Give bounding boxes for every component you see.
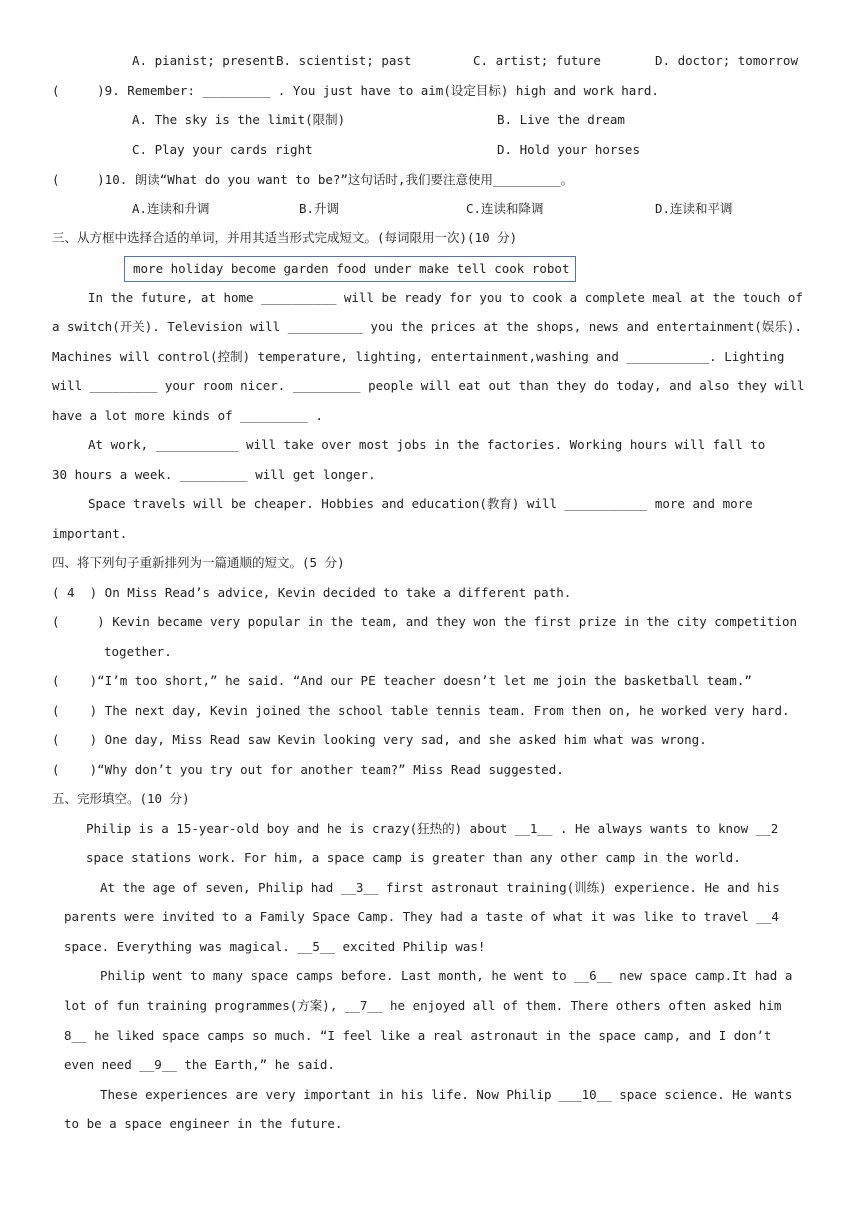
q10-option-d: D.连读和平调	[655, 201, 733, 216]
section3-line: At work, ___________ will take over most jobs in the factories. Working hours will fall to	[88, 437, 766, 452]
section5-line: These experiences are very important in his life. Now Philip ___10__ space science. He wants	[100, 1087, 793, 1102]
q9-option-c: C. Play your cards right	[132, 142, 313, 157]
q10-stem: ( )10. 朗读“What do you want to be?”这句话时,我们要注意使用_________。	[52, 172, 574, 187]
q9-stem: ( )9. Remember: _________ . You just have to aim(设定目标) high and work hard.	[52, 83, 659, 98]
section3-line: have a lot more kinds of _________ .	[52, 408, 323, 423]
section3-line: In the future, at home __________ will be ready for you to cook a complete meal at the touch of	[88, 290, 803, 305]
section5-line: space stations work. For him, a space camp is greater than any other camp in the world.	[86, 850, 741, 865]
section5-line: lot of fun training programmes(方案), __7__ he enjoyed all of them. There others often asked him	[64, 998, 782, 1013]
section4-item: ( )“Why don’t you try out for another team?” Miss Read suggested.	[52, 762, 564, 777]
section4-title: 四、将下列句子重新排列为一篇通顺的短文。(5 分)	[52, 555, 345, 570]
section5-line: parents were invited to a Family Space Camp. They had a taste of what it was like to travel __4	[64, 909, 779, 924]
section5-line: At the age of seven, Philip had __3__ first astronaut training(训练) experience. He and his	[100, 880, 780, 895]
q8-option-a: A. pianist; present	[132, 53, 275, 68]
section4-item: ( 4 ) On Miss Read’s advice, Kevin decided to take a different path.	[52, 585, 572, 600]
section3-line: important.	[52, 526, 128, 541]
section3-line: will _________ your room nicer. _________ people will eat out than they do today, and also they will	[52, 378, 805, 393]
section5-title: 五、完形填空。(10 分)	[52, 791, 190, 806]
word-box-text: more holiday become garden food under make tell cook robot	[133, 261, 570, 276]
section3-line: Machines will control(控制) temperature, lighting, entertainment,washing and ___________. Lighting	[52, 349, 785, 364]
section5-line: 8__ he liked space camps so much. “I feel like a real astronaut in the space camp, and I don’t	[64, 1028, 772, 1043]
section3-line: 30 hours a week. _________ will get longer.	[52, 467, 376, 482]
section5-line: even need __9__ the Earth,” he said.	[64, 1057, 335, 1072]
section4-item: together.	[104, 644, 172, 659]
q8-option-b: B. scientist; past	[276, 53, 412, 68]
section5-line: Philip went to many space camps before. Last month, he went to __6__ new space camp.It had a	[100, 968, 793, 983]
q9-option-b: B. Live the dream	[497, 112, 625, 127]
section3-title: 三、从方框中选择合适的单词，并用其适当形式完成短文。(每词限用一次)(10 分)	[52, 230, 518, 245]
q9-option-a: A. The sky is the limit(限制)	[132, 112, 346, 127]
section4-item: ( )“I’m too short,” he said. “And our PE teacher doesn’t let me join the basketball team.”	[52, 673, 752, 688]
section4-item: ( ) The next day, Kevin joined the school table tennis team. From then on, he worked very hard.	[52, 703, 790, 718]
section4-item: ( ) Kevin became very popular in the team, and they won the first prize in the city competition	[52, 614, 798, 629]
q10-option-b: B.升调	[299, 201, 340, 216]
section3-line: a switch(开关). Television will __________ you the prices at the shops, news and entertainment(娱乐).	[52, 319, 802, 334]
q8-option-d: D. doctor; tomorrow	[655, 53, 798, 68]
q10-option-c: C.连读和降调	[466, 201, 544, 216]
section4-item: ( ) One day, Miss Read saw Kevin looking very sad, and she asked him what was wrong.	[52, 732, 707, 747]
section3-line: Space travels will be cheaper. Hobbies and education(教育) will ___________ more and more	[88, 496, 753, 511]
word-box	[124, 256, 576, 282]
q8-option-c: C. artist; future	[473, 53, 601, 68]
section5-line: to be a space engineer in the future.	[64, 1116, 343, 1131]
section5-line: Philip is a 15-year-old boy and he is crazy(狂热的) about __1__ . He always wants to know __2	[86, 821, 779, 836]
q9-option-d: D. Hold your horses	[497, 142, 640, 157]
q10-option-a: A.连读和升调	[132, 201, 210, 216]
section5-line: space. Everything was magical. __5__ excited Philip was!	[64, 939, 486, 954]
